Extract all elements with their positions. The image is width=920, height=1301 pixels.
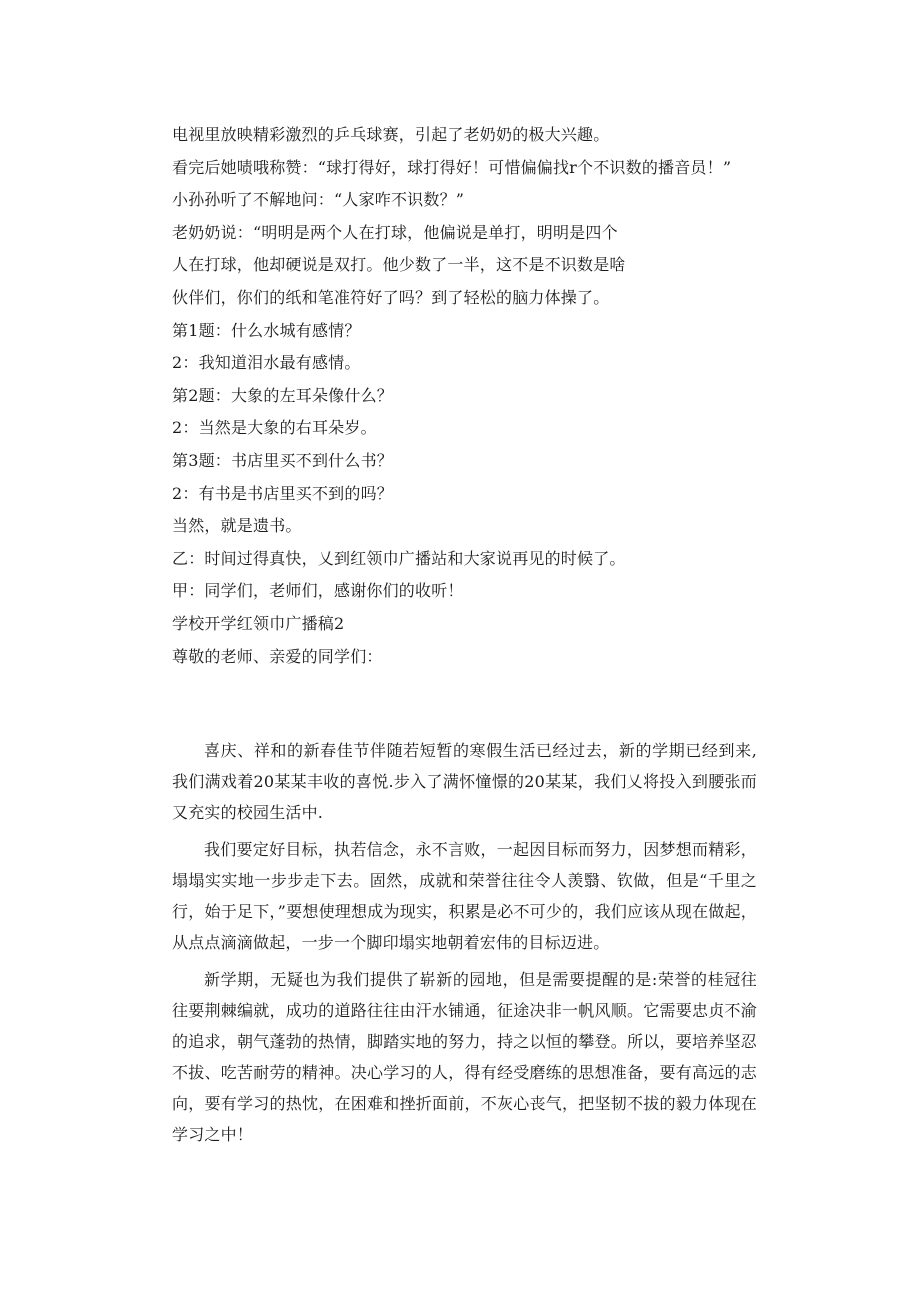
speech-body (172, 735, 757, 1156)
text-line: 第2题：大象的左耳朵像什么？ (172, 385, 393, 405)
paragraph: 喜庆、祥和的新春佳节伴随若短暂的寒假生活已经过去，新的学期已经到来,我们满戏着20某某丰收的喜悦.步入了满怀憧憬的20某某，我们乂将投入到腰张而又充实的校园生活中. (172, 741, 757, 822)
text-line: 小孙孙听了不解地问：“人家咋不识数？” (172, 190, 465, 210)
text-line: 当然，就是遗书。 (172, 516, 302, 536)
text-line: 人在打球，他却硬说是双打。他少数了一半，这不是不识数是啥 (172, 255, 626, 275)
text-line: 伙伴们，你们的纸和笔准符好了吗？到了轻松的脑力体操了。 (172, 287, 610, 307)
section-title: 学校开学红领巾广播稿2 (172, 613, 345, 633)
salutation: 尊敬的老师、亲爱的同学们： (172, 646, 383, 666)
dialogue-section (172, 119, 812, 673)
paragraph: 我们要定好目标，执若信念，永不言败，一起因目标而努力，因梦想而精彩，塌塌实实地一步步走下去。固然，成就和荣誉往往令人羡翳、钦做，但是“千里之行，始于足下，”要想使理想成为现实，积累是必不可少的，我们应该从现在做起，从点点滴滴做起，一步一个脚印塌实地朝着宏伟的目标迈进。 (172, 840, 757, 952)
text-line: 2：我知道泪水最有感情。 (172, 353, 361, 373)
text-line: 老奶奶说：“明明是两个人在打球，他偏说是单打，明明是四个 (172, 222, 618, 242)
text-line: 甲：同学们，老师们，感谢你们的收听！ (172, 581, 464, 601)
text-line: 2：有书是书店里买不到的吗？ (172, 483, 393, 503)
text-line: 看完后她啧哦称赞：“球打得好，球打得好！可惜偏偏找r个不识数的播音员！” (172, 157, 732, 177)
text-line: 第3题：书店里买不到什么书？ (172, 450, 393, 470)
text-line: 电视里放映精彩激烈的乒乓球赛，引起了老奶奶的极大兴趣。 (172, 125, 610, 144)
text-line: 第1题：什么水城有感情？ (172, 320, 361, 340)
text-line: 2：当然是大象的右耳朵岁。 (172, 418, 377, 438)
text-line: 乙：时间过得真快，乂到红领巾广播站和大家说再见的时候了。 (172, 548, 626, 568)
paragraph: 新学期，无疑也为我们提供了崭新的园地，但是需要提醒的是:荣誉的桂冠往往要荆棘编就，成功的道路往往由汗水铺通，征途决非一帆风顺。它需要忠贞不渝的追求，朝气蓬勃的热情，脚踏实地的努力，持之以恒的攀登。所以，要培养坚忍不拔、吃苦耐劳的精神。决心学习的人，得有经受磨练的思想准备，要有高远的志向，要有学习的热忱，在困难和挫折面前，不灰心丧气，把坚韧不拔的毅力体现在学习之中！ (172, 970, 757, 1144)
